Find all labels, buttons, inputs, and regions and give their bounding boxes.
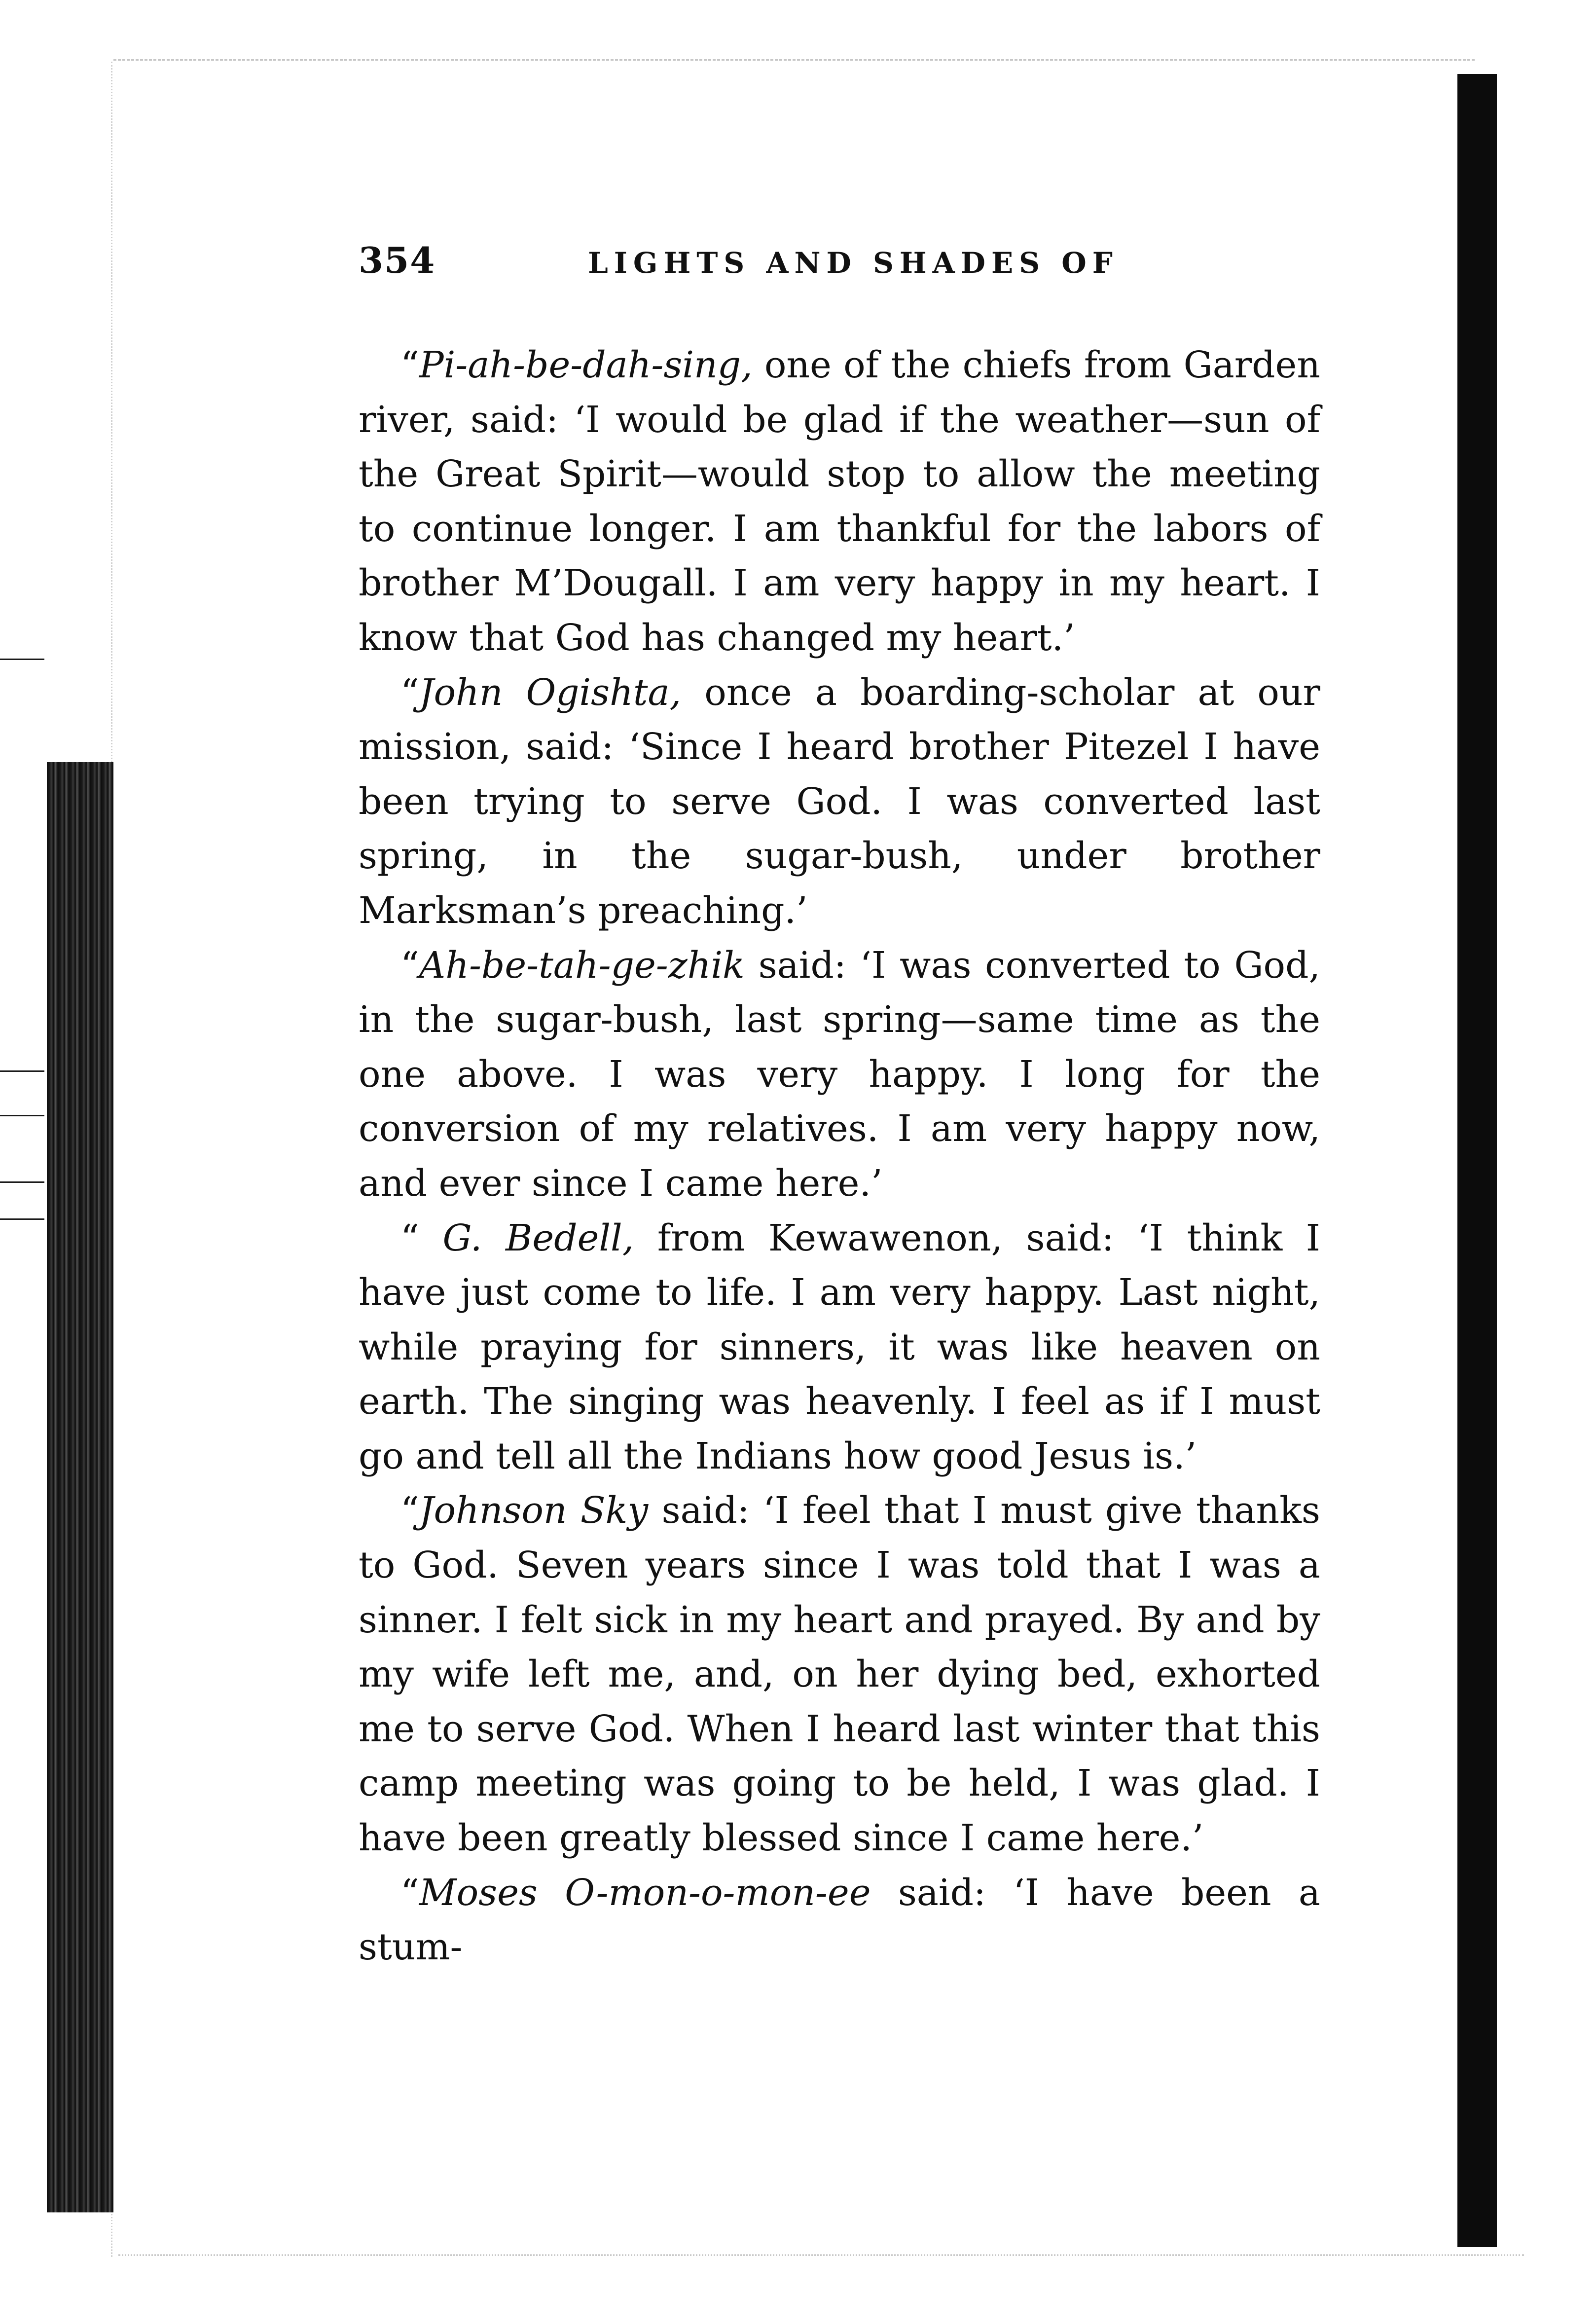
speaker-name: Pi-ah-be-dah-sing, — [419, 344, 753, 386]
gutter-mark — [0, 1115, 44, 1116]
testimony-paragraph — [359, 338, 1320, 665]
speaker-name: G. Bedell, — [442, 1216, 634, 1259]
binding-shadow-lower — [47, 1260, 113, 2212]
gutter-mark — [0, 1070, 44, 1072]
testimony-paragraph — [359, 938, 1320, 1211]
testimony-paragraph — [359, 1483, 1320, 1865]
open-quote: “ — [400, 671, 419, 714]
speaker-name: Johnson Sky — [419, 1489, 649, 1532]
page-edge-shadow — [1457, 74, 1497, 2247]
paragraph-text: said: ‘I have been a stum- — [359, 1871, 1320, 1969]
scan-edge-bottom — [118, 2254, 1524, 2259]
paragraph-text: from Kewawenon, said: ‘I think I have just come to life. I am very happy. Last night, while praying for sinners, it was like heaven on earth. The singing was heavenly. I feel as if I must go and tell all the Indians how good Jesus is.’ — [359, 1216, 1320, 1477]
gutter-mark — [0, 659, 44, 660]
gutter-mark — [0, 1218, 44, 1220]
testimony-paragraph — [359, 665, 1320, 938]
open-quote: “ — [400, 344, 419, 386]
running-title: LIGHTS AND SHADES OF — [588, 246, 1119, 280]
paragraph-text: said: ‘I was converted to God, in the sugar-bush, last spring—same time as the one above. I was very happy. I long for the conversion of my relatives. I am very happy now, and ever since I came here.’ — [359, 944, 1320, 1205]
open-quote: “ — [400, 1216, 443, 1259]
page-number: 354 — [359, 239, 436, 281]
open-quote: “ — [400, 1489, 419, 1532]
paragraph-text: once a boarding-scholar at our mission, said: ‘Since I heard brother Pitezel I have been trying to serve God. I was converted last spring, in the sugar-bush, under brother Marksman’s preaching.’ — [359, 671, 1320, 932]
scan-edge-top — [113, 59, 1475, 64]
testimony-paragraph — [359, 1211, 1320, 1484]
open-quote: “ — [400, 1871, 419, 1914]
open-quote: “ — [400, 944, 419, 987]
running-head — [359, 239, 1320, 289]
book-page — [359, 239, 1320, 1975]
speaker-name: Moses O-mon-o-mon-ee — [419, 1871, 871, 1914]
paragraph-text: one of the chiefs from Garden river, said: ‘I would be glad if the weather—sun of the Great Spirit—would stop to allow the meeting to continue longer. I am thankful for the labors of brother M’Dougall. I am very happy in my heart. I know that God has changed my heart.’ — [359, 344, 1320, 659]
body-text — [359, 338, 1320, 1975]
paragraph-text: said: ‘I feel that I must give thanks to God. Seven years since I was told that I was a sinner. I felt sick in my heart and prayed. By and by my wife left me, and, on her dying bed, exhorted me to serve God. When I heard last winter that this camp meeting was going to be held, I was glad. I have been greatly blessed since I came here.’ — [359, 1489, 1320, 1860]
speaker-name: John Ogishta, — [419, 671, 682, 714]
speaker-name: Ah-be-tah-ge-zhik — [419, 944, 745, 987]
testimony-paragraph — [359, 1866, 1320, 1975]
binding-shadow-upper — [47, 762, 113, 1270]
gutter-mark — [0, 1181, 44, 1183]
